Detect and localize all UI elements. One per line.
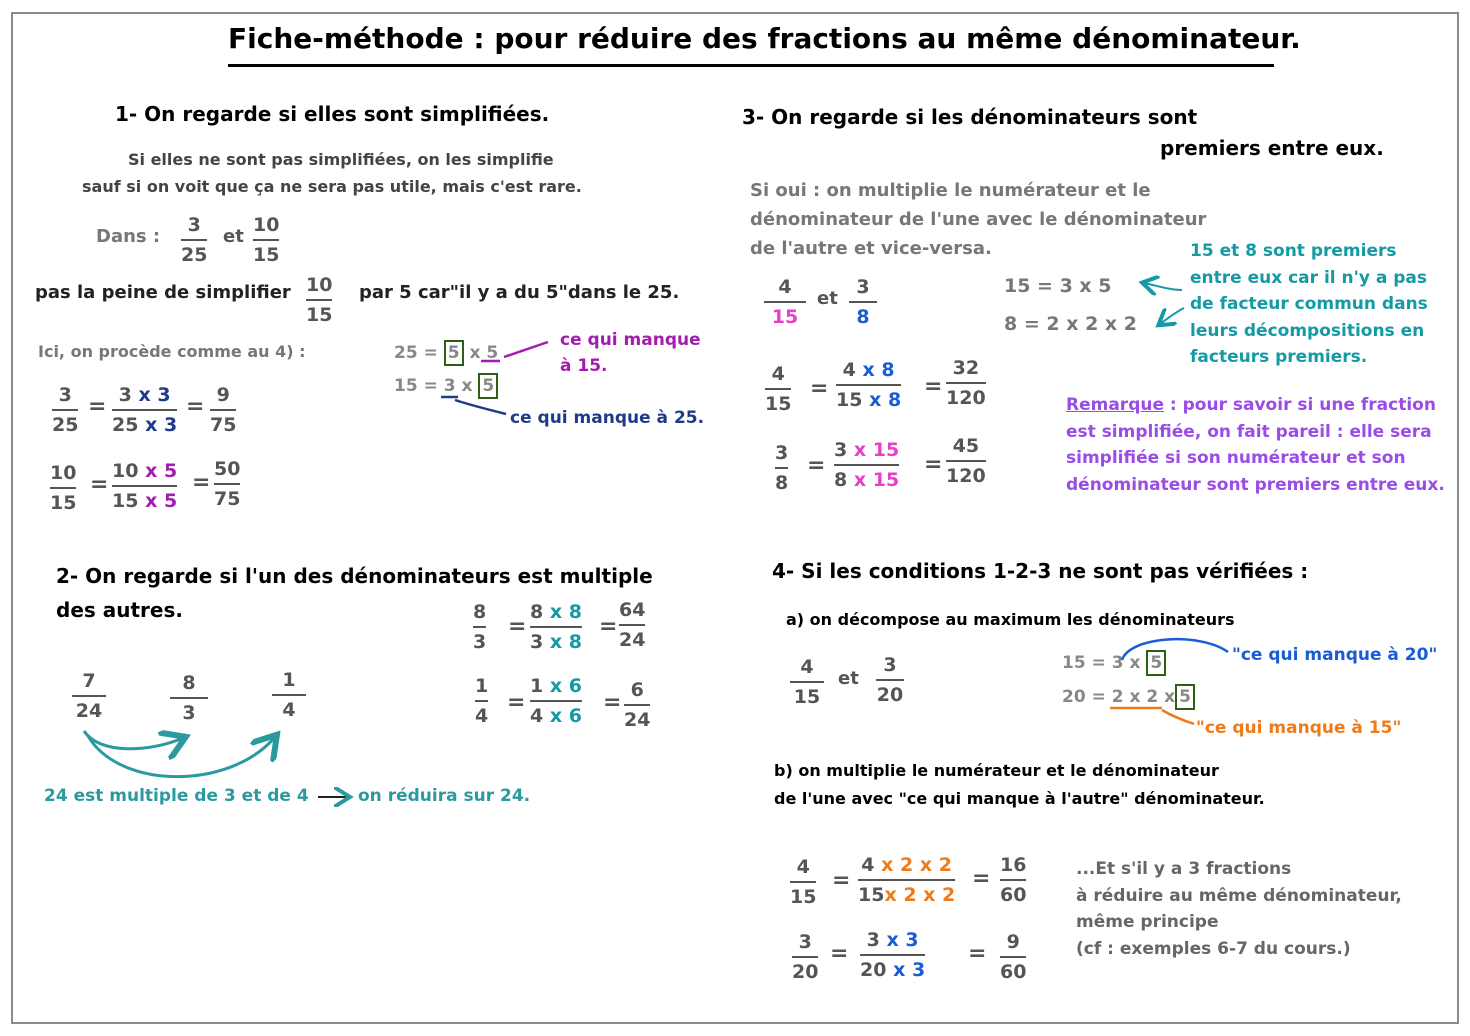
section-1-intro-line-1: Si elles ne sont pas simplifiées, on les simplifie [128,150,554,169]
fraction: 8 3 [473,601,487,653]
si-oui-text: Si oui : on multiplie le numérateur et le dénominateur de l'une avec le dénominateur de l'autre et vice-versa. [750,180,1207,259]
fraction: 50 75 [214,458,241,510]
equals-sign: = [508,614,527,639]
fraction: 45 120 [946,435,986,487]
decomposition-20: 20 = 2 x 2 x 5 [1062,684,1195,710]
caption-reduira: on réduira sur 24. [358,786,531,806]
fraction: 64 24 [619,599,646,651]
step-a-text: a) on décompose au maximum les dénominateurs [786,610,1235,629]
pas-la-peine-text: pas la peine de simplifier [35,282,291,303]
equals-sign: = [90,472,109,497]
equals-sign: = [88,394,107,419]
equals-sign: = [968,941,987,966]
par-5-text: par 5 car"il y a du 5"dans le 25. [359,282,680,303]
fraction: 9 75 [210,384,237,436]
premiers-entre-eux-note: 15 et 8 sont premiers entre eux car il n'y a pas de facteur commun dans leurs décompositions en facteurs premiers. [1190,241,1428,367]
note-ce-qui-manque-15: "ce qui manque à 15" [1196,718,1402,738]
fraction-8-3: 8 3 [170,671,208,725]
fraction: 3 20 [792,931,819,983]
decomposition-25: 25 = 5 x 5 [394,340,498,366]
fraction: 10 15 [306,274,333,326]
page-title: Fiche-méthode : pour réduire des fractions au même dénominateur. [228,22,1301,55]
fraction: 10 15 [50,462,77,514]
fraction-3-8: 3 8 [849,275,877,329]
fraction: 3 8 [775,442,789,494]
equals-sign: = [603,690,622,715]
et-label: et [838,668,859,689]
equals-sign: = [924,452,943,477]
navy-connector [441,397,506,414]
fraction: 1 4 [475,675,489,727]
decomposition-15: 15 = 3 x 5 [1062,650,1166,676]
fraction-7-24: 7 24 [72,669,106,723]
arrow-24-to-4 [88,736,275,777]
blue-connector [1122,639,1228,660]
equals-sign: = [972,866,991,891]
fraction-expanded: 4 x 2 x 2 15x 2 x 2 [858,854,956,906]
arrow-to-8-dec [1160,308,1184,324]
section-4-heading: 4- Si les conditions 1-2-3 ne sont pas vérifiées : [772,559,1309,583]
equals-sign: = [507,690,526,715]
arrow-24-to-3 [84,731,183,749]
equals-sign: = [830,941,849,966]
decomposition-15: 15 = 3 x 5 [394,373,498,399]
equals-sign: = [192,470,211,495]
fraction: 16 60 [1000,854,1027,906]
purple-connector [481,342,548,361]
equals-sign: = [807,453,826,478]
fraction-expanded: 10 x 5 15 x 5 [112,460,178,512]
fraction-3-20: 3 20 [876,654,904,706]
section-3-heading-line-2: premiers entre eux. [1160,136,1384,160]
note-ce-qui-manque-15-line-1: ce qui manque [560,330,701,350]
remarque-note: Remarque : pour savoir si une fraction est simplifiée, on fait pareil : elle sera simplifiée si son numérateur et son dénominateur sont premiers entre eux. [1066,395,1445,495]
equals-sign: = [186,394,205,419]
section-3-heading-line-1: 3- On regarde si les dénominateurs sont [742,105,1198,129]
step-b-text: b) on multiplie le numérateur et le dénominateur de l'une avec "ce qui manque à l'autre" dénominateur. [774,761,1265,808]
fraction: 3 25 [52,384,79,436]
fraction: 9 60 [1000,931,1027,983]
equals-sign: = [924,374,943,399]
fraction-expanded: 4 x 8 15 x 8 [836,359,902,411]
et-label: et [817,288,838,309]
fraction: 3 25 [181,214,208,266]
fraction-expanded: 1 x 6 4 x 6 [530,675,582,727]
arrow-to-15-dec [1144,283,1182,290]
fraction-4-15: 4 15 [764,275,806,329]
fraction-expanded: 8 x 8 3 x 8 [530,601,582,653]
decomposition-8: 8 = 2 x 2 x 2 [1004,313,1137,335]
fraction: 10 15 [253,214,280,266]
equals-sign: = [832,868,851,893]
fraction-4-15: 4 15 [790,655,824,709]
fraction-expanded: 3 x 15 8 x 15 [834,439,900,491]
section-1-heading: 1- On regarde si elles sont simplifiées. [115,102,550,126]
ici-text: Ici, on procède comme au 4) : [38,342,306,361]
fraction: 4 15 [790,856,817,908]
note-ce-qui-manque-15-line-2: à 15. [560,356,608,376]
fraction-1-4: 1 4 [272,668,306,722]
et-label: et [223,226,244,247]
trois-fractions-note: ...Et s'il y a 3 fractions à réduire au même dénominateur, même principe (cf : exemples 6-7 du cours.) [1076,859,1402,959]
note-ce-qui-manque-20: "ce qui manque à 20" [1232,645,1438,665]
fraction: 4 15 [765,363,792,415]
fraction: 6 24 [624,679,651,731]
section-2-heading-line-1: 2- On regarde si l'un des dénominateurs est multiple [56,564,653,588]
equals-sign: = [810,376,829,401]
decomposition-15: 15 = 3 x 5 [1004,275,1112,297]
fraction-expanded: 3 x 3 20 x 3 [860,929,926,981]
note-ce-qui-manque-25: ce qui manque à 25. [510,408,705,428]
section-2-heading-line-2: des autres. [56,598,183,622]
remarque-label: Remarque [1066,395,1164,415]
section-1-intro-line-2: sauf si on voit que ça ne sera pas utile, mais c'est rare. [82,177,582,196]
fraction-expanded: 3 x 3 25 x 3 [112,384,178,436]
equals-sign: = [599,614,618,639]
orange-connector [1110,708,1194,724]
fraction: 32 120 [946,357,986,409]
caption-multiple: 24 est multiple de 3 et de 4 [44,786,309,806]
dans-label: Dans : [96,226,161,247]
